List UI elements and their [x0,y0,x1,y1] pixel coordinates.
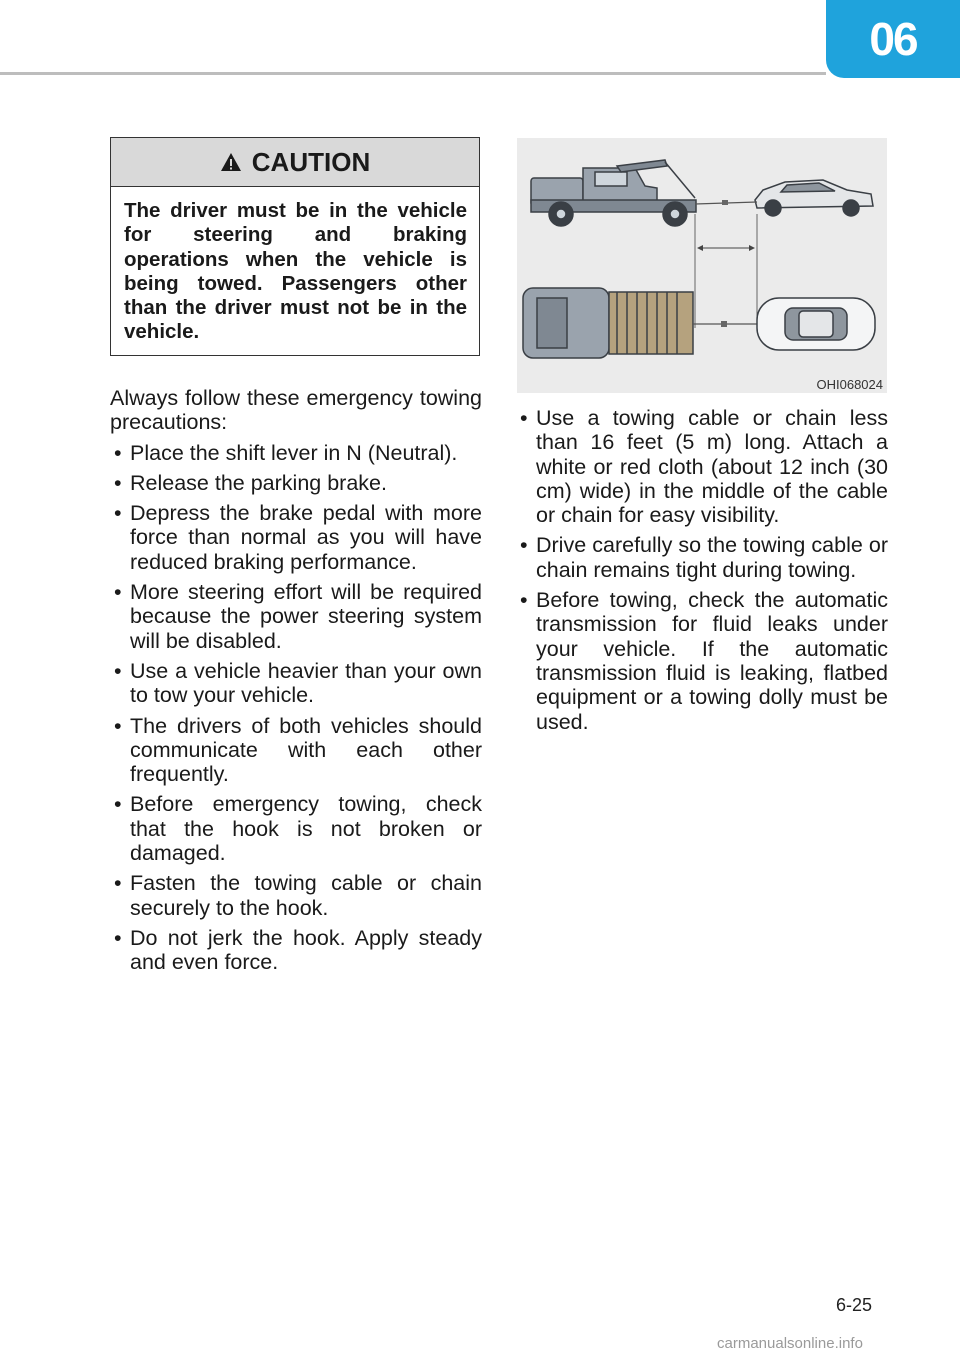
list-item: • Before towing, check the automatic transmission for fluid leaks under your vehicle. If the automatic transmission fluid is leaking, flatbed equipment or a towing dolly must be used. [516,588,888,734]
towed-car-top-icon [757,298,875,350]
page-number: 6-25 [836,1295,873,1315]
intro-text: Always follow these emergency towing precautions: [110,386,482,435]
list-item: • Place the shift lever in N (Neutral). [110,441,482,465]
warning-icon [220,152,242,172]
towing-tips-list [516,406,888,734]
caution-box [110,137,480,356]
caution-text: The driver must be in the vehicle for steering and braking operations when the vehicle is being towed. Passengers other than the driver must not be in the vehicle. [124,199,467,344]
list-item: • Release the parking brake. [110,471,482,495]
tow-truck-top-icon [523,288,693,358]
list-item: • Do not jerk the hook. Apply steady and even force. [110,926,482,975]
chapter-tab: 06 [826,0,960,78]
header-rule [0,72,826,75]
towed-car-side-icon [755,180,873,216]
watermark: carmanualsonline.info [717,1335,863,1352]
list-item: • Depress the brake pedal with more force than normal as you will have reduced braking performance. [110,501,482,574]
tow-truck-side-icon [531,160,696,226]
figure-caption: OHI068024 [816,377,883,392]
list-item: • More steering effort will be required because the power steering system will be disabled. [110,580,482,653]
list-item: • Before emergency towing, check that the hook is not broken or damaged. [110,792,482,865]
right-column [516,406,888,740]
list-item: • Drive carefully so the towing cable or chain remains tight during towing. [516,533,888,582]
list-item: • Use a vehicle heavier than your own to tow your vehicle. [110,659,482,708]
caution-header [111,138,479,187]
towing-figure [517,138,887,393]
list-item: • Use a towing cable or chain less than 16 feet (5 m) long. Attach a white or red cloth (about 12 inch (30 cm) wide) in the middle of the cable or chain for easy visibility. [516,406,888,527]
left-column [110,386,482,981]
precautions-list [110,441,482,975]
list-item: • Fasten the towing cable or chain securely to the hook. [110,871,482,920]
tow-truck-towing-car-illustration [517,138,887,378]
list-item: • The drivers of both vehicles should communicate with each other frequently. [110,714,482,787]
caution-title: CAUTION [251,146,371,177]
